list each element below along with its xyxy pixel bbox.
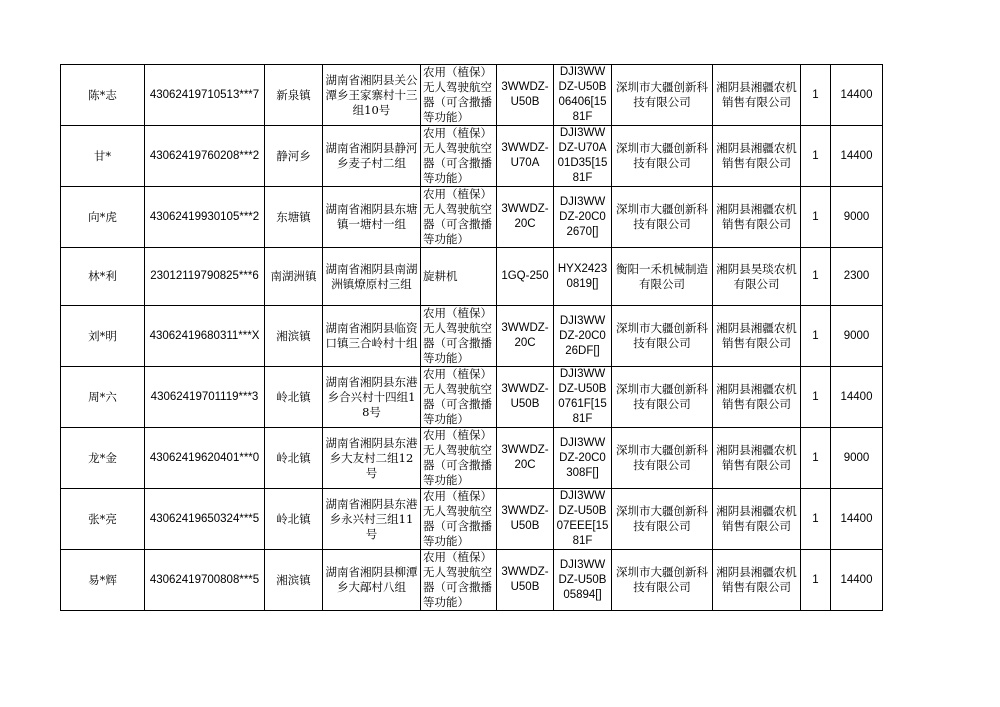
cell-dealer: 湘阴县湘疆农机销售有限公司 bbox=[713, 126, 801, 187]
cell-amount: 14400 bbox=[831, 489, 883, 550]
cell-town: 静河乡 bbox=[265, 126, 323, 187]
table-body bbox=[61, 65, 883, 611]
cell-amount: 14400 bbox=[831, 550, 883, 611]
cell-id: 43062419701119***3 bbox=[145, 367, 265, 428]
cell-maker: 深圳市大疆创新科技有限公司 bbox=[612, 306, 713, 367]
cell-serial: HYX24230819[] bbox=[554, 248, 612, 306]
cell-qty: 1 bbox=[801, 489, 831, 550]
cell-model: 3WWDZ-U50B bbox=[497, 65, 554, 126]
cell-name: 刘*明 bbox=[61, 306, 145, 367]
cell-dealer: 湘阴县湘疆农机销售有限公司 bbox=[713, 187, 801, 248]
cell-product: 农用（植保）无人驾驶航空器（可含撒播等功能） bbox=[421, 306, 497, 367]
cell-dealer: 湘阴县昊琰农机有限公司 bbox=[713, 248, 801, 306]
cell-serial: DJI3WWDZ-U50B0761F[1581F bbox=[554, 367, 612, 428]
cell-town: 岭北镇 bbox=[265, 367, 323, 428]
cell-town: 湘滨镇 bbox=[265, 550, 323, 611]
cell-address: 湖南省湘阴县东港乡永兴村三组11号 bbox=[323, 489, 421, 550]
cell-product: 农用（植保）无人驾驶航空器（可含撒播等功能） bbox=[421, 428, 497, 489]
cell-dealer: 湘阴县湘疆农机销售有限公司 bbox=[713, 306, 801, 367]
cell-address: 湖南省湘阴县东港乡大友村二组12号 bbox=[323, 428, 421, 489]
cell-name: 龙*金 bbox=[61, 428, 145, 489]
cell-dealer: 湘阴县湘疆农机销售有限公司 bbox=[713, 367, 801, 428]
cell-id: 43062419760208***2 bbox=[145, 126, 265, 187]
cell-model: 3WWDZ-U50B bbox=[497, 367, 554, 428]
cell-amount: 14400 bbox=[831, 65, 883, 126]
cell-name: 林*利 bbox=[61, 248, 145, 306]
cell-name: 易*辉 bbox=[61, 550, 145, 611]
cell-address: 湖南省湘阴县东塘镇一塘村一组 bbox=[323, 187, 421, 248]
table-row bbox=[61, 367, 883, 428]
cell-serial: DJI3WWDZ-20C0308F[] bbox=[554, 428, 612, 489]
cell-serial: DJI3WWDZ-20C02670[] bbox=[554, 187, 612, 248]
cell-name: 张*亮 bbox=[61, 489, 145, 550]
cell-address: 湖南省湘阴县静河乡麦子村二组 bbox=[323, 126, 421, 187]
cell-product: 农用（植保）无人驾驶航空器（可含撒播等功能） bbox=[421, 126, 497, 187]
cell-model: 3WWDZ-20C bbox=[497, 306, 554, 367]
cell-town: 东塘镇 bbox=[265, 187, 323, 248]
cell-product: 农用（植保）无人驾驶航空器（可含撒播等功能） bbox=[421, 65, 497, 126]
cell-dealer: 湘阴县湘疆农机销售有限公司 bbox=[713, 550, 801, 611]
cell-dealer: 湘阴县湘疆农机销售有限公司 bbox=[713, 489, 801, 550]
table-row bbox=[61, 187, 883, 248]
cell-model: 3WWDZ-20C bbox=[497, 187, 554, 248]
cell-model: 3WWDZ-U50B bbox=[497, 550, 554, 611]
cell-maker: 深圳市大疆创新科技有限公司 bbox=[612, 187, 713, 248]
cell-qty: 1 bbox=[801, 428, 831, 489]
cell-id: 43062419930105***2 bbox=[145, 187, 265, 248]
cell-name: 周*六 bbox=[61, 367, 145, 428]
cell-serial: DJI3WWDZ-20C026DF[] bbox=[554, 306, 612, 367]
cell-amount: 2300 bbox=[831, 248, 883, 306]
cell-id: 43062419700808***5 bbox=[145, 550, 265, 611]
cell-product: 农用（植保）无人驾驶航空器（可含撒播等功能） bbox=[421, 187, 497, 248]
cell-id: 43062419710513***7 bbox=[145, 65, 265, 126]
cell-address: 湖南省湘阴县关公潭乡王家寨村十三组10号 bbox=[323, 65, 421, 126]
cell-maker: 深圳市大疆创新科技有限公司 bbox=[612, 367, 713, 428]
cell-maker: 深圳市大疆创新科技有限公司 bbox=[612, 550, 713, 611]
cell-serial: DJI3WWDZ-U70A01D35[1581F bbox=[554, 126, 612, 187]
cell-id: 43062419620401***0 bbox=[145, 428, 265, 489]
cell-name: 甘* bbox=[61, 126, 145, 187]
cell-dealer: 湘阴县湘疆农机销售有限公司 bbox=[713, 428, 801, 489]
cell-serial: DJI3WWDZ-U50B07EEE[1581F bbox=[554, 489, 612, 550]
cell-maker: 深圳市大疆创新科技有限公司 bbox=[612, 126, 713, 187]
cell-address: 湖南省湘阴县柳潭乡大鄗村八组 bbox=[323, 550, 421, 611]
cell-qty: 1 bbox=[801, 367, 831, 428]
cell-maker: 衡阳一禾机械制造有限公司 bbox=[612, 248, 713, 306]
cell-product: 农用（植保）无人驾驶航空器（可含撒播等功能） bbox=[421, 550, 497, 611]
cell-amount: 14400 bbox=[831, 126, 883, 187]
cell-address: 湖南省湘阴县东港乡合兴村十四组18号 bbox=[323, 367, 421, 428]
cell-qty: 1 bbox=[801, 248, 831, 306]
cell-maker: 深圳市大疆创新科技有限公司 bbox=[612, 65, 713, 126]
cell-model: 1GQ-250 bbox=[497, 248, 554, 306]
table-row bbox=[61, 550, 883, 611]
cell-town: 湘滨镇 bbox=[265, 306, 323, 367]
cell-qty: 1 bbox=[801, 187, 831, 248]
cell-amount: 9000 bbox=[831, 306, 883, 367]
cell-address: 湖南省湘阴县临资口镇三合岭村十组 bbox=[323, 306, 421, 367]
cell-id: 43062419650324***5 bbox=[145, 489, 265, 550]
cell-name: 陈*志 bbox=[61, 65, 145, 126]
cell-amount: 9000 bbox=[831, 187, 883, 248]
cell-maker: 深圳市大疆创新科技有限公司 bbox=[612, 428, 713, 489]
cell-product: 旋耕机 bbox=[421, 248, 497, 306]
cell-model: 3WWDZ-U70A bbox=[497, 126, 554, 187]
cell-dealer: 湘阴县湘疆农机销售有限公司 bbox=[713, 65, 801, 126]
table-row bbox=[61, 126, 883, 187]
cell-address: 湖南省湘阴县南湖洲镇燎原村三组 bbox=[323, 248, 421, 306]
cell-serial: DJI3WWDZ-U50B05894[] bbox=[554, 550, 612, 611]
cell-model: 3WWDZ-U50B bbox=[497, 489, 554, 550]
cell-serial: DJI3WWDZ-U50B06406[1581F bbox=[554, 65, 612, 126]
cell-amount: 14400 bbox=[831, 367, 883, 428]
table-row bbox=[61, 248, 883, 306]
subsidy-table bbox=[60, 64, 883, 611]
cell-qty: 1 bbox=[801, 126, 831, 187]
cell-town: 岭北镇 bbox=[265, 428, 323, 489]
cell-qty: 1 bbox=[801, 306, 831, 367]
cell-town: 新泉镇 bbox=[265, 65, 323, 126]
cell-id: 43062419680311***X bbox=[145, 306, 265, 367]
cell-id: 23012119790825***6 bbox=[145, 248, 265, 306]
cell-product: 农用（植保）无人驾驶航空器（可含撒播等功能） bbox=[421, 367, 497, 428]
table-row bbox=[61, 65, 883, 126]
cell-name: 向*虎 bbox=[61, 187, 145, 248]
cell-product: 农用（植保）无人驾驶航空器（可含撒播等功能） bbox=[421, 489, 497, 550]
table-row bbox=[61, 306, 883, 367]
table-row bbox=[61, 489, 883, 550]
cell-amount: 9000 bbox=[831, 428, 883, 489]
cell-qty: 1 bbox=[801, 550, 831, 611]
cell-town: 南湖洲镇 bbox=[265, 248, 323, 306]
cell-qty: 1 bbox=[801, 65, 831, 126]
cell-town: 岭北镇 bbox=[265, 489, 323, 550]
cell-model: 3WWDZ-20C bbox=[497, 428, 554, 489]
cell-maker: 深圳市大疆创新科技有限公司 bbox=[612, 489, 713, 550]
table-row bbox=[61, 428, 883, 489]
